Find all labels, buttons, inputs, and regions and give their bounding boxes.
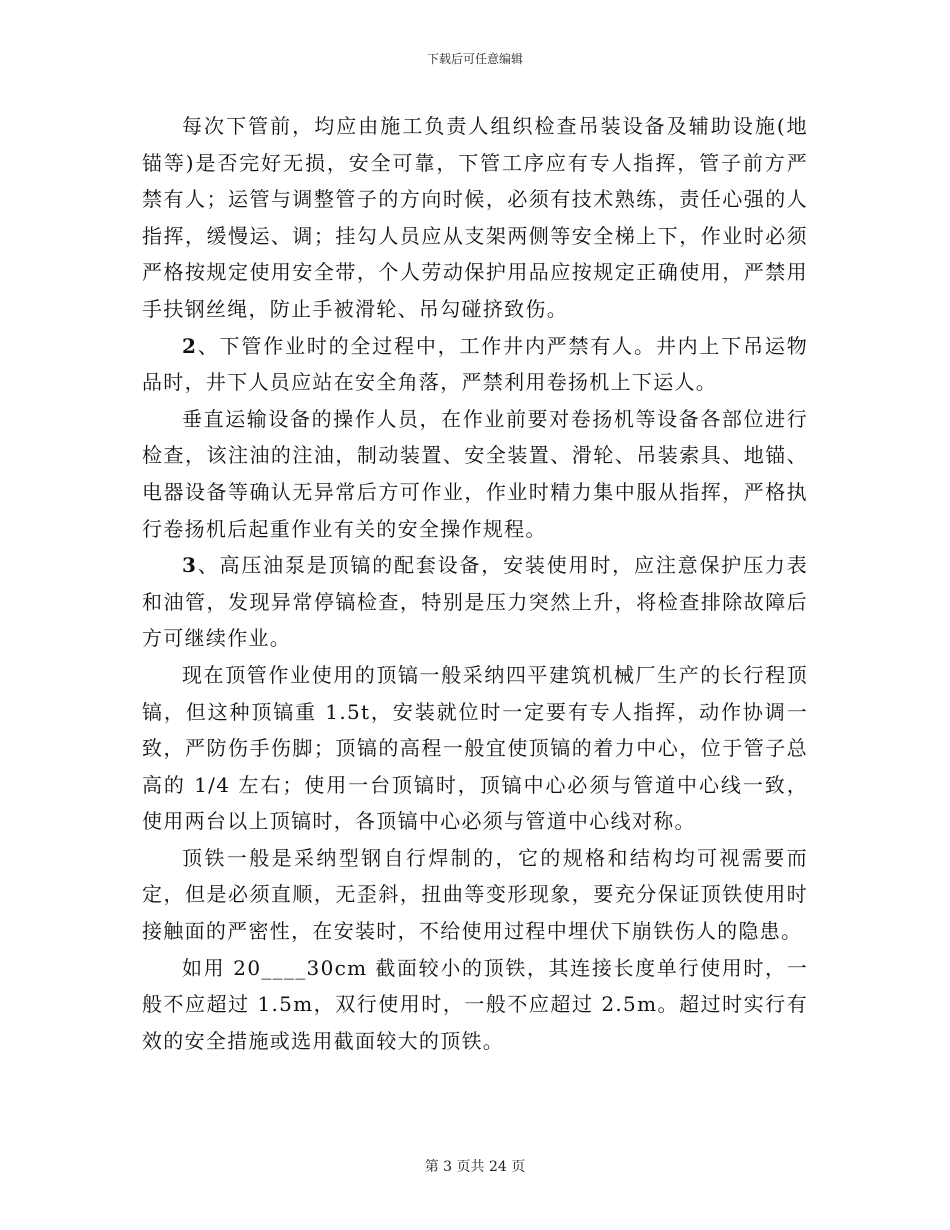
paragraph [142,401,808,547]
paragraph [142,840,808,950]
paragraph-text: 顶铁一般是采纳型钢自行焊制的，它的规格和结构均可视需要而定，但是必须直顺，无歪斜，扭曲等变形现象，要充分保证顶铁使用时接触面的严密性，在安装时，不给使用过程中埋伏下崩铁伤人的隐患。 [142,845,808,944]
paragraph [142,547,808,657]
paragraph [142,950,808,1060]
paragraph [142,328,808,401]
page-footer: 第 3 页共 24 页 [424,1159,526,1175]
paragraph-text: 现在顶管作业使用的顶镐一般采纳四平建筑机械厂生产的长行程顶镐，但这种顶镐重 1.5t，安装就位时一定要有专人指挥，动作协调一致，严防伤手伤脚；顶镐的高程一般宜使顶镐的着力中心，位于管子总高的 1/4 左右；使用一台顶镐时，顶镐中心必须与管道中心线一致，使用两台以上顶镐时，各顶镐中心必须与管道中心线对称。 [142,662,808,834]
paragraph-text: 、高压油泵是顶镐的配套设备，安装使用时，应注意保护压力表和油管，发现异常停镐检查，特别是压力突然上升，将检查排除故障后方可继续作业。 [142,553,808,651]
paragraph-number: 2 [182,333,198,358]
paragraph [142,108,808,328]
paragraph-text: 垂直运输设备的操作人员，在作业前要对卷扬机等设备各部位进行检查，该注油的注油，制动装置、安全装置、滑轮、吊装索具、地锚、电器设备等确认无异常后方可作业，作业时精力集中服从指挥，严格执行卷扬机后起重作业有关的安全操作规程。 [142,406,808,541]
paragraph-text: 如用 20____30cm 截面较小的顶铁，其连接长度单行使用时，一般不应超过 1.5m，双行使用时，一般不应超过 2.5m。超过时实行有效的安全措施或选用截面较大的顶铁。 [142,955,808,1053]
paragraph-text: 、下管作业时的全过程中，工作井内严禁有人。井内上下吊运物品时，井下人员应站在安全角落，严禁利用卷扬机上下运人。 [142,333,808,395]
paragraph-text: 每次下管前，均应由施工负责人组织检查吊装设备及辅助设施(地锚等)是否完好无损，安全可靠，下管工序应有专人指挥，管子前方严禁有人；运管与调整管子的方向时候，必须有技术熟练，责任心强的人指挥，缓慢运、调；挂勾人员应从支架两侧等安全梯上下，作业时必须严格按规定使用安全带，个人劳动保护用品应按规定正确使用，严禁用手扶钢丝绳，防止手被滑轮、吊勾碰挤致伤。 [142,114,808,321]
paragraph [142,657,808,840]
paragraph-number: 3 [182,553,198,578]
page-header: 下载后可任意编辑 [426,52,523,66]
document-body [142,108,808,1059]
